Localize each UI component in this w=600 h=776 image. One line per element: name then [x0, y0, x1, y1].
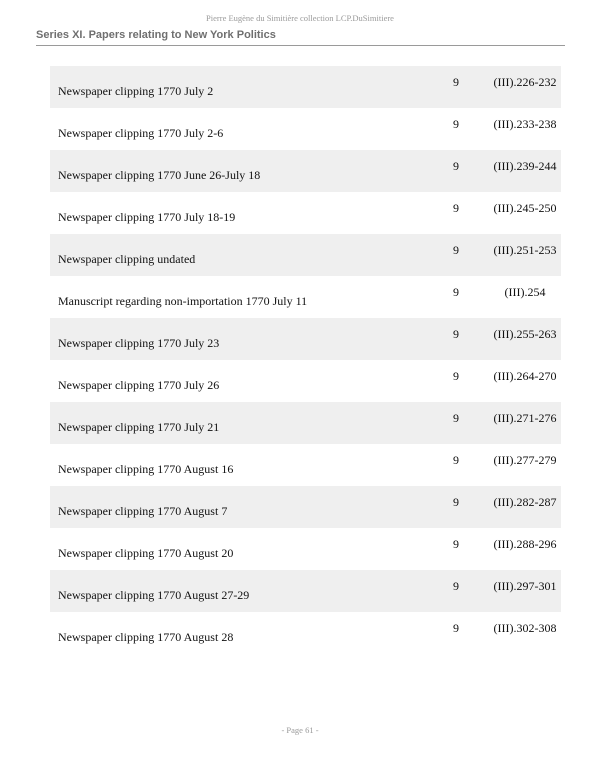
item-title: Newspaper clipping 1770 August 20: [58, 546, 234, 560]
item-folder-range: (III).251-253: [493, 243, 557, 257]
item-title: Newspaper clipping 1770 June 26-July 18: [58, 168, 261, 182]
list-item: [50, 612, 561, 654]
item-title: Newspaper clipping 1770 July 2: [58, 84, 214, 98]
list-item: [50, 570, 561, 612]
header-divider: [36, 45, 565, 46]
item-folder-range: (III).277-279: [493, 453, 557, 467]
item-box-number: 9: [453, 369, 459, 383]
item-title: Newspaper clipping 1770 August 7: [58, 504, 228, 518]
item-box-number: 9: [453, 327, 459, 341]
item-title: Newspaper clipping 1770 July 2-6: [58, 126, 224, 140]
list-item: [50, 444, 561, 486]
item-title: Newspaper clipping 1770 August 28: [58, 630, 234, 644]
item-box-number: 9: [453, 117, 459, 131]
item-box-number: 9: [453, 495, 459, 509]
list-item: [50, 192, 561, 234]
item-folder-range: (III).233-238: [493, 117, 557, 131]
item-folder-range: (III).226-232: [493, 75, 557, 89]
list-item: [50, 318, 561, 360]
item-folder-range: (III).264-270: [493, 369, 557, 383]
item-title: Manuscript regarding non-importation 1770 July 11: [58, 294, 308, 308]
item-box-number: 9: [453, 579, 459, 593]
item-folder-range: (III).297-301: [493, 579, 557, 593]
item-title: Newspaper clipping 1770 July 26: [58, 378, 220, 392]
item-list: [50, 66, 561, 654]
item-box-number: 9: [453, 285, 459, 299]
item-folder-range: (III).255-263: [493, 327, 557, 341]
list-item: [50, 528, 561, 570]
item-box-number: 9: [453, 537, 459, 551]
item-title: Newspaper clipping 1770 August 27-29: [58, 588, 250, 602]
item-title: Newspaper clipping 1770 July 18-19: [58, 210, 236, 224]
list-item: [50, 150, 561, 192]
list-item: [50, 360, 561, 402]
item-title: Newspaper clipping undated: [58, 252, 196, 266]
list-item: [50, 234, 561, 276]
list-item: [50, 276, 561, 318]
item-folder-range: (III).239-244: [493, 159, 557, 173]
list-item: [50, 108, 561, 150]
running-head: Pierre Eugène du Simitière collection LCP.DuSimitiere: [206, 13, 394, 23]
page-number: - Page 61 -: [281, 725, 319, 735]
item-folder-range: (III).254: [504, 285, 546, 299]
item-box-number: 9: [453, 159, 459, 173]
item-folder-range: (III).245-250: [493, 201, 557, 215]
item-box-number: 9: [453, 453, 459, 467]
list-item: [50, 66, 561, 108]
item-title: Newspaper clipping 1770 July 23: [58, 336, 220, 350]
item-title: Newspaper clipping 1770 July 21: [58, 420, 220, 434]
item-folder-range: (III).282-287: [493, 495, 557, 509]
item-box-number: 9: [453, 243, 459, 257]
item-folder-range: (III).288-296: [493, 537, 557, 551]
item-box-number: 9: [453, 411, 459, 425]
item-folder-range: (III).302-308: [493, 621, 557, 635]
item-box-number: 9: [453, 201, 459, 215]
series-title: Series XI. Papers relating to New York Politics: [36, 29, 276, 41]
list-item: [50, 486, 561, 528]
item-box-number: 9: [453, 75, 459, 89]
item-folder-range: (III).271-276: [493, 411, 557, 425]
list-item: [50, 402, 561, 444]
item-title: Newspaper clipping 1770 August 16: [58, 462, 234, 476]
item-box-number: 9: [453, 621, 459, 635]
